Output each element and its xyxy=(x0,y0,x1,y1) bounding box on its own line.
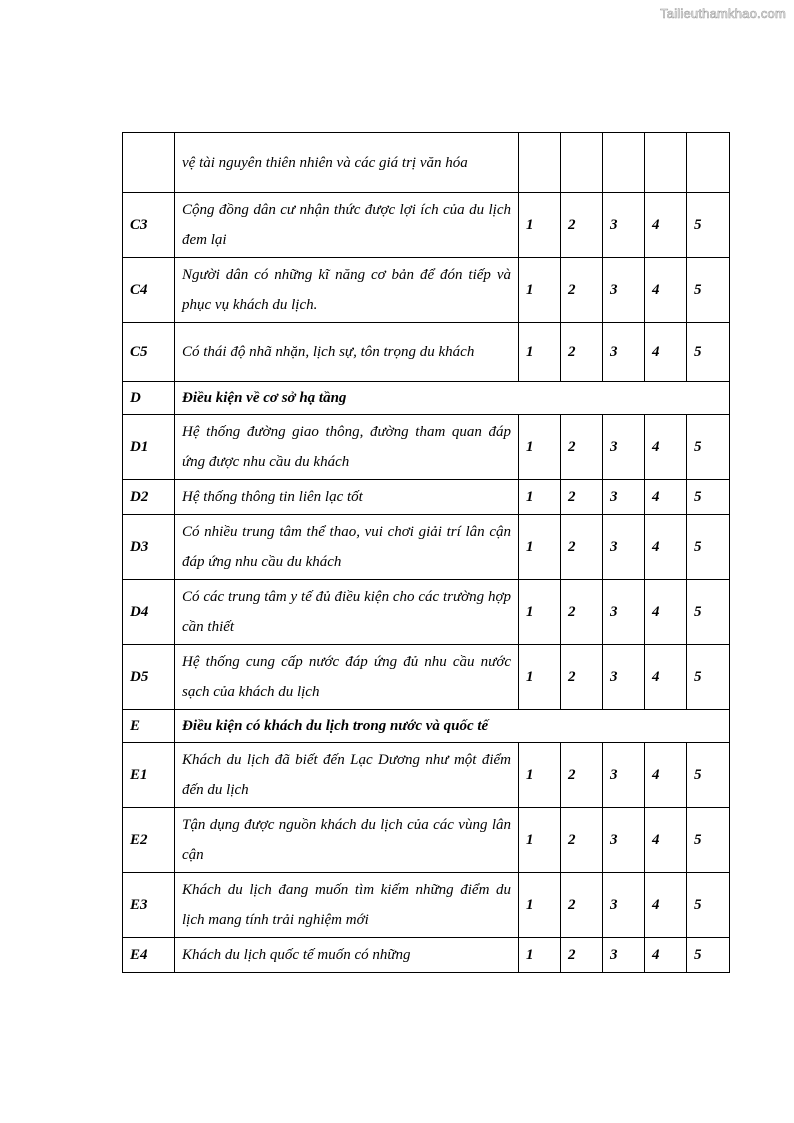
section-row xyxy=(123,710,730,743)
score-4 xyxy=(645,133,687,193)
score-2: 2 xyxy=(561,645,603,710)
score-1: 1 xyxy=(519,258,561,323)
watermark-text: Tailieuthamkhao.com xyxy=(660,6,786,21)
section-code: E xyxy=(123,710,175,743)
score-4: 4 xyxy=(645,743,687,808)
score-2: 2 xyxy=(561,415,603,480)
score-4: 4 xyxy=(645,938,687,973)
score-4: 4 xyxy=(645,193,687,258)
score-2 xyxy=(561,133,603,193)
row-code: D1 xyxy=(123,415,175,480)
table-row xyxy=(123,323,730,382)
score-1: 1 xyxy=(519,323,561,382)
table-row xyxy=(123,133,730,193)
score-2: 2 xyxy=(561,743,603,808)
score-1: 1 xyxy=(519,193,561,258)
score-2: 2 xyxy=(561,938,603,973)
score-3: 3 xyxy=(603,323,645,382)
row-description: Cộng đồng dân cư nhận thức được lợi ích của du lịch đem lại xyxy=(175,193,519,258)
table-row xyxy=(123,873,730,938)
row-code: C3 xyxy=(123,193,175,258)
score-3: 3 xyxy=(603,193,645,258)
score-5 xyxy=(687,133,730,193)
row-code: D5 xyxy=(123,645,175,710)
score-4: 4 xyxy=(645,480,687,515)
score-5: 5 xyxy=(687,258,730,323)
score-5: 5 xyxy=(687,480,730,515)
score-2: 2 xyxy=(561,873,603,938)
row-description: Có thái độ nhã nhặn, lịch sự, tôn trọng du khách xyxy=(175,323,519,382)
score-5: 5 xyxy=(687,515,730,580)
score-3: 3 xyxy=(603,645,645,710)
score-3: 3 xyxy=(603,743,645,808)
score-3: 3 xyxy=(603,808,645,873)
score-3: 3 xyxy=(603,938,645,973)
row-description: Người dân có những kĩ năng cơ bản để đón tiếp và phục vụ khách du lịch. xyxy=(175,258,519,323)
section-row xyxy=(123,382,730,415)
score-5: 5 xyxy=(687,938,730,973)
row-code: D4 xyxy=(123,580,175,645)
score-1: 1 xyxy=(519,808,561,873)
score-2: 2 xyxy=(561,193,603,258)
score-4: 4 xyxy=(645,258,687,323)
row-description: Có nhiều trung tâm thể thao, vui chơi giải trí lân cận đáp ứng nhu cầu du khách xyxy=(175,515,519,580)
score-1: 1 xyxy=(519,515,561,580)
score-4: 4 xyxy=(645,323,687,382)
score-3: 3 xyxy=(603,515,645,580)
score-5: 5 xyxy=(687,645,730,710)
score-5: 5 xyxy=(687,193,730,258)
table-row xyxy=(123,645,730,710)
row-description: Hệ thống thông tin liên lạc tốt xyxy=(175,480,519,515)
score-5: 5 xyxy=(687,743,730,808)
score-1: 1 xyxy=(519,873,561,938)
table-row xyxy=(123,193,730,258)
row-description: Hệ thống đường giao thông, đường tham quan đáp ứng được nhu cầu du khách xyxy=(175,415,519,480)
table-row xyxy=(123,808,730,873)
row-code: E1 xyxy=(123,743,175,808)
score-1: 1 xyxy=(519,480,561,515)
score-3 xyxy=(603,133,645,193)
row-description: vệ tài nguyên thiên nhiên và các giá trị văn hóa xyxy=(175,133,519,193)
score-5: 5 xyxy=(687,873,730,938)
row-description: Khách du lịch đang muốn tìm kiếm những điểm du lịch mang tính trải nghiệm mới xyxy=(175,873,519,938)
table-row xyxy=(123,743,730,808)
score-2: 2 xyxy=(561,580,603,645)
score-4: 4 xyxy=(645,645,687,710)
table-row xyxy=(123,938,730,973)
score-1: 1 xyxy=(519,645,561,710)
row-code: E4 xyxy=(123,938,175,973)
row-code: E3 xyxy=(123,873,175,938)
row-description: Khách du lịch quốc tế muốn có những xyxy=(175,938,519,973)
score-2: 2 xyxy=(561,480,603,515)
score-1: 1 xyxy=(519,580,561,645)
score-5: 5 xyxy=(687,415,730,480)
score-3: 3 xyxy=(603,258,645,323)
table-row xyxy=(123,580,730,645)
section-title: Điều kiện có khách du lịch trong nước và quốc tế xyxy=(175,710,730,743)
row-description: Hệ thống cung cấp nước đáp ứng đủ nhu cầu nước sạch của khách du lịch xyxy=(175,645,519,710)
score-3: 3 xyxy=(603,480,645,515)
row-description: Khách du lịch đã biết đến Lạc Dương như một điểm đến du lịch xyxy=(175,743,519,808)
score-1: 1 xyxy=(519,743,561,808)
row-code: C5 xyxy=(123,323,175,382)
table-row xyxy=(123,480,730,515)
score-4: 4 xyxy=(645,873,687,938)
row-description: Có các trung tâm y tế đủ điều kiện cho các trường hợp cần thiết xyxy=(175,580,519,645)
score-4: 4 xyxy=(645,415,687,480)
score-1 xyxy=(519,133,561,193)
table-row xyxy=(123,415,730,480)
table-row xyxy=(123,515,730,580)
score-4: 4 xyxy=(645,515,687,580)
row-code: D3 xyxy=(123,515,175,580)
score-5: 5 xyxy=(687,580,730,645)
section-title: Điều kiện về cơ sở hạ tầng xyxy=(175,382,730,415)
section-code: D xyxy=(123,382,175,415)
score-2: 2 xyxy=(561,808,603,873)
score-5: 5 xyxy=(687,323,730,382)
table-row xyxy=(123,258,730,323)
row-description: Tận dụng được nguồn khách du lịch của các vùng lân cận xyxy=(175,808,519,873)
score-1: 1 xyxy=(519,938,561,973)
score-2: 2 xyxy=(561,258,603,323)
score-2: 2 xyxy=(561,515,603,580)
row-code: C4 xyxy=(123,258,175,323)
score-3: 3 xyxy=(603,580,645,645)
score-3: 3 xyxy=(603,415,645,480)
score-4: 4 xyxy=(645,580,687,645)
score-3: 3 xyxy=(603,873,645,938)
row-code xyxy=(123,133,175,193)
score-4: 4 xyxy=(645,808,687,873)
survey-table xyxy=(122,132,730,973)
score-1: 1 xyxy=(519,415,561,480)
score-2: 2 xyxy=(561,323,603,382)
score-5: 5 xyxy=(687,808,730,873)
row-code: D2 xyxy=(123,480,175,515)
row-code: E2 xyxy=(123,808,175,873)
